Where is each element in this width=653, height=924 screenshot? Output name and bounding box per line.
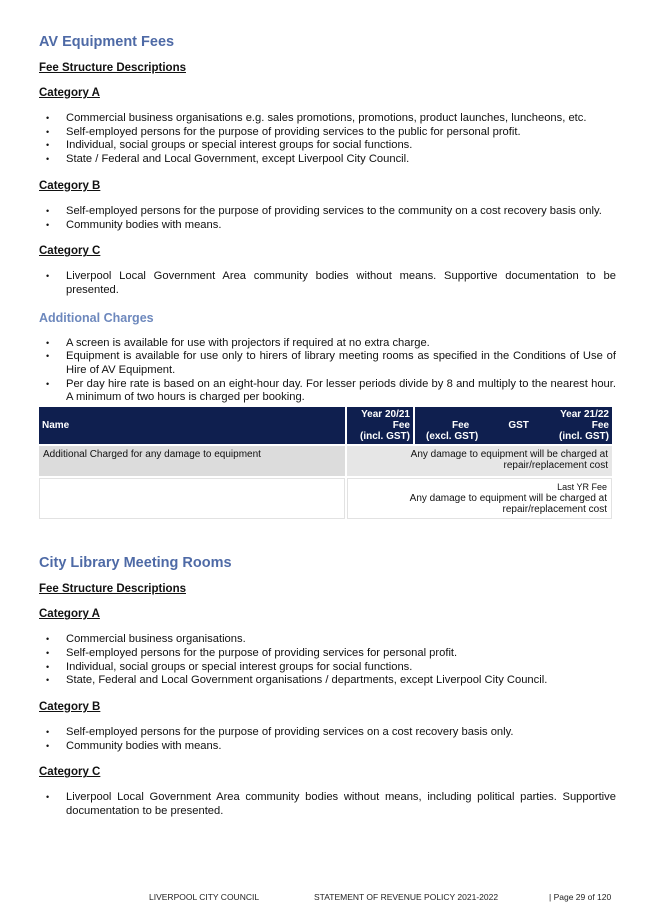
empty-cell — [39, 478, 345, 519]
list-item: • Individual, social groups or special interest groups for social functions. — [39, 661, 616, 675]
row-value-cell — [347, 446, 612, 476]
row-value-text: Any damage to equipment will be charged at repair/replacement cost — [410, 449, 608, 472]
fee-incl-label: (incl. GST) — [559, 431, 609, 443]
list-item: • Self-employed persons for the purpose of providing services to the community on a cost recovery basis only. — [39, 205, 616, 219]
additional-charges-heading: Additional Charges — [39, 310, 154, 325]
year-curr-subheaders — [418, 420, 609, 442]
last-year-label: Last YR Fee — [557, 482, 607, 493]
fee-excl-fee: Fee — [452, 420, 470, 432]
year-curr-label: Year 21/22 — [560, 409, 609, 421]
list-item: • Commercial business organisations. — [39, 633, 616, 647]
footer-council: LIVERPOOL CITY COUNCIL — [149, 892, 260, 902]
col-header-name: Name — [39, 407, 345, 444]
av-category-a-list — [39, 112, 616, 167]
col-header-year-prev — [347, 407, 413, 444]
list-item: • Per day hire rate is based on an eight-hour day. For lesser periods divide by 8 and multiply to the nearest hour. A minimum of two hours is charged per booking. — [39, 378, 616, 405]
list-item: • State, Federal and Local Government organisations / departments, except Liverpool City Council. — [39, 674, 616, 688]
page-content — [39, 34, 616, 832]
library-fee-structure-heading: Fee Structure Descriptions — [39, 583, 186, 596]
table-row — [39, 446, 612, 476]
list-item: • Self-employed persons for the purpose of providing services for personal profit. — [39, 647, 616, 661]
list-item: • Self-employed persons for the purpose of providing services on a cost recovery basis only. — [39, 726, 616, 740]
fee-incl-header — [559, 420, 609, 442]
library-category-b-heading: Category B — [39, 700, 101, 713]
footer-statement: STATEMENT OF REVENUE POLICY 2021-2022 — [314, 892, 499, 902]
library-category-c-heading: Category C — [39, 766, 101, 779]
list-item: • Self-employed persons for the purpose of providing services to the public for personal profit. — [39, 126, 616, 140]
list-item: • Liverpool Local Government Area community bodies without means, including political parties. Supportive documentation to be presented. — [39, 791, 616, 818]
gst-header: GST — [508, 420, 529, 432]
library-category-c-list — [39, 791, 616, 818]
list-item: • Commercial business organisations e.g. sales promotions, promotions, product launches, luncheons, etc. — [39, 112, 616, 126]
list-item: • State / Federal and Local Government, except Liverpool City Council. — [39, 153, 616, 167]
fee-incl-fee: Fee — [591, 420, 609, 432]
av-fee-structure-heading: Fee Structure Descriptions — [39, 62, 186, 74]
list-item: • Community bodies with means. — [39, 740, 616, 754]
av-category-b-list — [39, 205, 616, 232]
fee-excl-label: (excl. GST) — [426, 431, 479, 443]
col-header-year-curr — [415, 407, 612, 444]
last-year-cell — [347, 478, 612, 519]
row-name-cell: Additional Charged for any damage to equipment — [39, 446, 345, 476]
year-prev-label: Year 20/21 — [361, 409, 410, 421]
av-fees-table — [37, 405, 614, 521]
av-category-c-list — [39, 270, 616, 297]
fee-excl-header — [418, 420, 478, 442]
list-item: • A screen is available for use with projectors if required at no extra charge. — [39, 337, 616, 351]
list-item: • Liverpool Local Government Area community bodies without means. Supportive documentation to be presented. — [39, 270, 616, 297]
av-category-c-heading: Category C — [39, 245, 101, 258]
additional-charges-list — [39, 337, 616, 406]
last-year-value: Any damage to equipment will be charged at repair/replacement cost — [409, 493, 607, 516]
library-category-a-heading: Category A — [39, 608, 100, 621]
list-item: • Community bodies with means. — [39, 219, 616, 233]
list-item: • Equipment is available for use only to hirers of library meeting rooms as specified in the Conditions of Use of Hire of AV Equipment. — [39, 350, 616, 377]
list-item: • Individual, social groups or special interest groups for social functions. — [39, 139, 616, 153]
av-section-title: AV Equipment Fees — [39, 34, 175, 50]
av-category-b-heading: Category B — [39, 179, 101, 192]
table-header-row — [39, 407, 612, 444]
year-prev-incl-label: (incl. GST) — [360, 431, 410, 443]
footer-page-number: | Page 29 of 120 — [549, 892, 612, 902]
library-section-title: City Library Meeting Rooms — [39, 555, 232, 572]
year-prev-fee-label: Fee — [392, 420, 410, 432]
library-category-a-list — [39, 633, 616, 688]
library-category-b-list — [39, 726, 616, 753]
av-category-a-heading: Category A — [39, 87, 100, 99]
table-row-last-year — [39, 478, 612, 519]
